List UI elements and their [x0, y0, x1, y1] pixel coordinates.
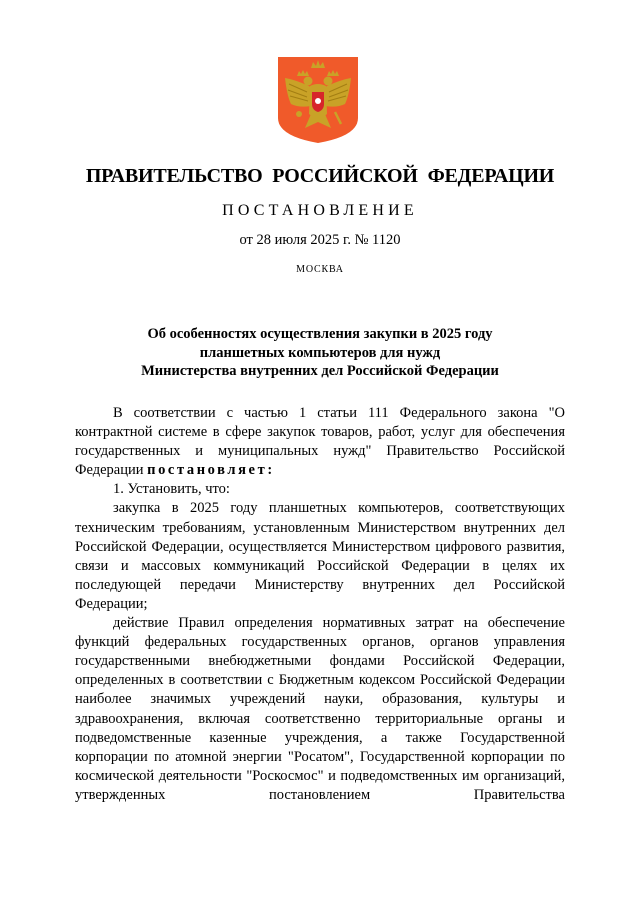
subject-line: Министерства внутренних дел Российской Федерации: [141, 363, 499, 379]
coat-of-arms-emblem: [277, 56, 359, 144]
document-date-number: от 28 июля 2025 г. № 1120: [239, 232, 401, 248]
document-subject: [75, 325, 565, 381]
subject-line: Об особенностях осуществления закупки в 2025 году: [147, 326, 493, 342]
document-city: МОСКВА: [296, 264, 344, 275]
russian-coat-of-arms-icon: [277, 56, 359, 144]
clause-paragraph: действие Правил определения нормативных затрат на обеспечение функций федеральных государственных органов, органов управления государственными внебюджетными фондами Российской Федерации, определенных в соответствии с Бюджетным кодексом Российской Федерации наиболее значимых учреждений науки, образования, культуры и здравоохранения, включая соответственно территориальные органы и подведомственные казенные учреждения, а также Государственной корпорации по атомной энергии "Росатом", Государственной корпорации по космической деятельности "Роскосмос" и подведомственных им организаций, утвержденных постановлением Правительства: [75, 615, 565, 803]
document-type: ПОСТАНОВЛЕНИЕ: [222, 202, 418, 219]
preamble-text: В соответствии с частью 1 статьи 111 Федерального закона "О контрактной системе в сфере закупок товаров, работ, услуг для обеспечения государственных и муниципальных нужд" Правительство Российской Федерации: [75, 405, 565, 479]
decree-word: постановляет:: [147, 462, 275, 479]
clause-heading: 1. Установить, что:: [113, 481, 230, 498]
document-body: [75, 404, 565, 805]
preamble-paragraph: [75, 404, 565, 480]
clause-paragraph: закупка в 2025 году планшетных компьютеров, соответствующих техническим требованиям, установленным Министерством внутренних дел Российской Федерации, осуществляется Министерством цифрового развития, связи и массовых коммуникаций Российской Федерации в целях их последующей передачи Министерству внутренних дел Российской Федерации;: [75, 500, 565, 612]
government-title: ПРАВИТЕЛЬСТВО РОССИЙСКОЙ ФЕДЕРАЦИИ: [85, 165, 555, 187]
subject-line: планшетных компьютеров для нужд: [199, 344, 441, 361]
